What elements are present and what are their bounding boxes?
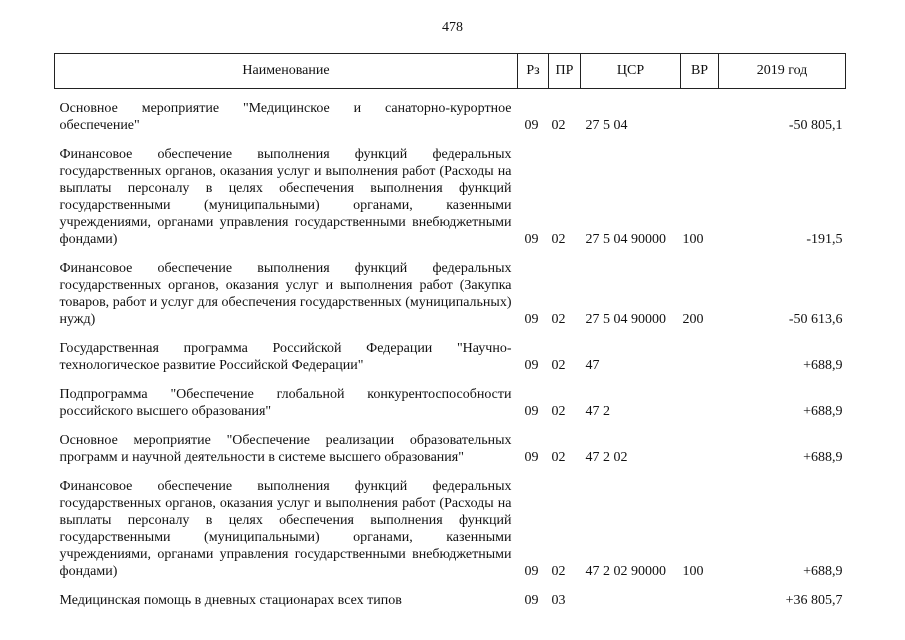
row-pr: 03 xyxy=(551,593,566,608)
table-row xyxy=(55,89,846,135)
row-sum: -191,5 xyxy=(806,232,843,247)
row-pr: 02 xyxy=(551,358,566,373)
row-pr: 02 xyxy=(551,404,566,419)
row-sum: +688,9 xyxy=(803,564,843,579)
row-vr: 100 xyxy=(682,564,704,579)
row-vr xyxy=(681,89,719,135)
row-sum: +688,9 xyxy=(803,404,843,419)
row-pr: 02 xyxy=(551,232,566,247)
page-number: 478 xyxy=(442,20,463,35)
row-rz: 09 xyxy=(524,358,539,373)
row-vr xyxy=(681,580,719,609)
row-csr: 27 5 04 90000 xyxy=(585,312,666,327)
row-name: Финансовое обеспечение выполнения функций федеральных государственных органов, оказания услуг и выполнения работ (Закупка товаров, работ и услуг для обеспечения государственных (муниципальных) нужд) xyxy=(59,261,512,327)
table-row xyxy=(55,248,846,328)
row-sum: -50 805,1 xyxy=(788,118,843,133)
budget-table xyxy=(54,53,846,609)
table-row xyxy=(55,580,846,609)
header-vr: ВР xyxy=(681,54,719,89)
budget-table-container xyxy=(54,53,845,609)
table-body xyxy=(55,89,846,610)
row-sum: +688,9 xyxy=(803,450,843,465)
row-csr: 47 2 xyxy=(585,404,610,419)
row-csr: 27 5 04 xyxy=(585,118,628,133)
row-rz: 09 xyxy=(524,404,539,419)
header-name: Наименование xyxy=(55,54,518,89)
row-pr: 02 xyxy=(551,312,566,327)
header-rz: Рз xyxy=(518,54,549,89)
row-name: Медицинская помощь в дневных стационарах всех типов xyxy=(59,593,402,608)
row-rz: 09 xyxy=(524,232,539,247)
header-pr: ПР xyxy=(549,54,581,89)
row-sum: +688,9 xyxy=(803,358,843,373)
row-rz: 09 xyxy=(524,450,539,465)
row-csr xyxy=(581,580,681,609)
header-sum: 2019 год xyxy=(719,54,846,89)
row-rz: 09 xyxy=(524,564,539,579)
row-pr: 02 xyxy=(551,450,566,465)
row-vr xyxy=(681,328,719,374)
row-vr xyxy=(681,374,719,420)
row-pr: 02 xyxy=(551,564,566,579)
row-rz: 09 xyxy=(524,593,539,608)
row-name: Основное мероприятие "Обеспечение реализации образовательных программ и научной деятельности в системе высшего образования" xyxy=(59,433,512,465)
row-name: Финансовое обеспечение выполнения функций федеральных государственных органов, оказания услуг и выполнения работ (Расходы на выплаты персоналу в целях обеспечения выполнения функций государственными (муниципальными) органами, казенными учреждениями, органами управления государственными внебюджетными фондами) xyxy=(59,479,512,579)
table-header xyxy=(55,54,846,89)
row-name: Основное мероприятие "Медицинское и санаторно-курортное обеспечение" xyxy=(59,101,512,133)
row-name: Подпрограмма "Обеспечение глобальной конкурентоспособности российского высшего образования" xyxy=(59,387,512,419)
table-row xyxy=(55,466,846,580)
table-row xyxy=(55,374,846,420)
row-csr: 47 xyxy=(585,358,600,373)
header-row xyxy=(55,54,846,89)
row-vr xyxy=(681,420,719,466)
row-name: Финансовое обеспечение выполнения функций федеральных государственных органов, оказания услуг и выполнения работ (Расходы на выплаты персоналу в целях обеспечения выполнения функций государственными (муниципальными) органами, казенными учреждениями, органами управления государственными внебюджетными фондами) xyxy=(59,147,512,247)
table-row xyxy=(55,420,846,466)
row-name: Государственная программа Российской Федерации "Научно-технологическое развитие Российской Федерации" xyxy=(59,341,512,373)
row-csr: 27 5 04 90000 xyxy=(585,232,666,247)
row-pr: 02 xyxy=(551,118,566,133)
row-sum: -50 613,6 xyxy=(788,312,843,327)
row-rz: 09 xyxy=(524,312,539,327)
row-vr: 200 xyxy=(682,312,704,327)
table-row xyxy=(55,134,846,248)
table-row xyxy=(55,328,846,374)
row-rz: 09 xyxy=(524,118,539,133)
row-sum: +36 805,7 xyxy=(785,593,843,608)
row-vr: 100 xyxy=(682,232,704,247)
row-csr: 47 2 02 90000 xyxy=(585,564,666,579)
row-csr: 47 2 02 xyxy=(585,450,628,465)
header-csr: ЦСР xyxy=(581,54,681,89)
